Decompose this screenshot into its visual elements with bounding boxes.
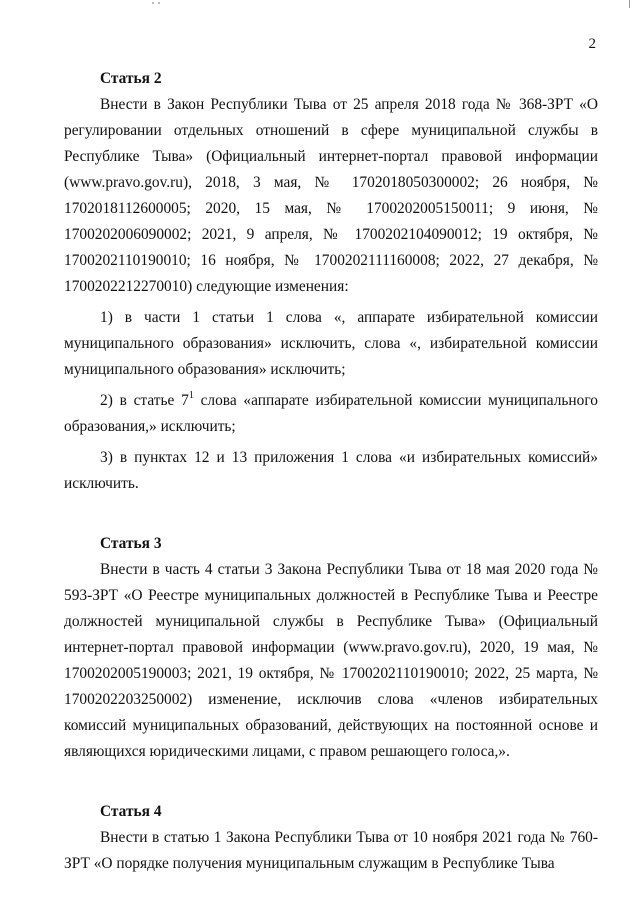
list-item-3: 3) в пунктах 12 и 13 приложения 1 слова «и избирательных комиссий» исключить. (64, 449, 598, 492)
article-paragraph: Внести в Закон Республики Тыва от 25 апреля 2018 года № 368-ЗРТ «О регулировании отдельных отношений в сфере муниципальной службы в Республике Тыва» (Официальный интернет-портал правовой информации (www.pravo.gov.ru), 2018, 3 мая, № 1702018050300002; 26 ноября, № 1702018112600005; 2020, 15 мая, № 1700202005150011; 9 июня, № 1700202006090002; 2021, 9 апреля, № 1700202104090012; 19 октября, № 1700202110190010; 16 ноября, № 1700202111160008; 2022, 27 декабря, № 1700202212270010) следующие изменения: (64, 96, 598, 295)
article-2 (64, 66, 598, 497)
article-paragraph: Внести в статью 1 Закона Республики Тыва от 10 ноября 2021 года № 760-ЗРТ «О порядке получения муниципальным служащим в Республике Тыва (64, 829, 598, 872)
list-item-2 (64, 388, 598, 440)
page-number: 2 (588, 36, 596, 52)
article-paragraph: Внести в часть 4 статьи 3 Закона Республики Тыва от 18 мая 2020 года № 593-ЗРТ «О Реестре муниципальных должностей в Республике Тыва и Реестре должностей муниципальной службы в Республике Тыва» (Официальный интернет-портал правовой информации (www.pravo.gov.ru), 2020, 19 мая, № 1700202005190003; 2021, 19 октября, № 1700202110190010; 2022, 25 марта, № 1700202203250002) изменение, исключив слова «членов избирательных комиссий муниципальных образований, действующих на постоянной основе и являющихся юридическими лицами, с правом решающего голоса,». (64, 561, 598, 760)
scan-edge-line (629, 0, 630, 8)
article-heading: Статья 3 (100, 535, 162, 552)
superscript-index: 1 (188, 389, 194, 401)
list-item-text: 2) в статье 7 (100, 392, 189, 409)
article-heading: Статья 2 (100, 70, 162, 87)
article-4 (64, 799, 598, 877)
scan-dot (158, 2, 160, 4)
article-heading: Статья 4 (100, 803, 162, 820)
scan-dot (152, 2, 154, 4)
scan-edge-marks (0, 0, 640, 8)
document-body (64, 66, 598, 877)
list-item-1: 1) в части 1 статьи 1 слова «, аппарате избирательной комиссии муниципального образования» исключить, слова «, избирательной комиссии муниципального образования» исключить; (64, 309, 598, 378)
list-item-text: слова «аппарате избирательной комиссии муниципального образования,» исключить; (64, 392, 598, 435)
article-3 (64, 531, 598, 765)
